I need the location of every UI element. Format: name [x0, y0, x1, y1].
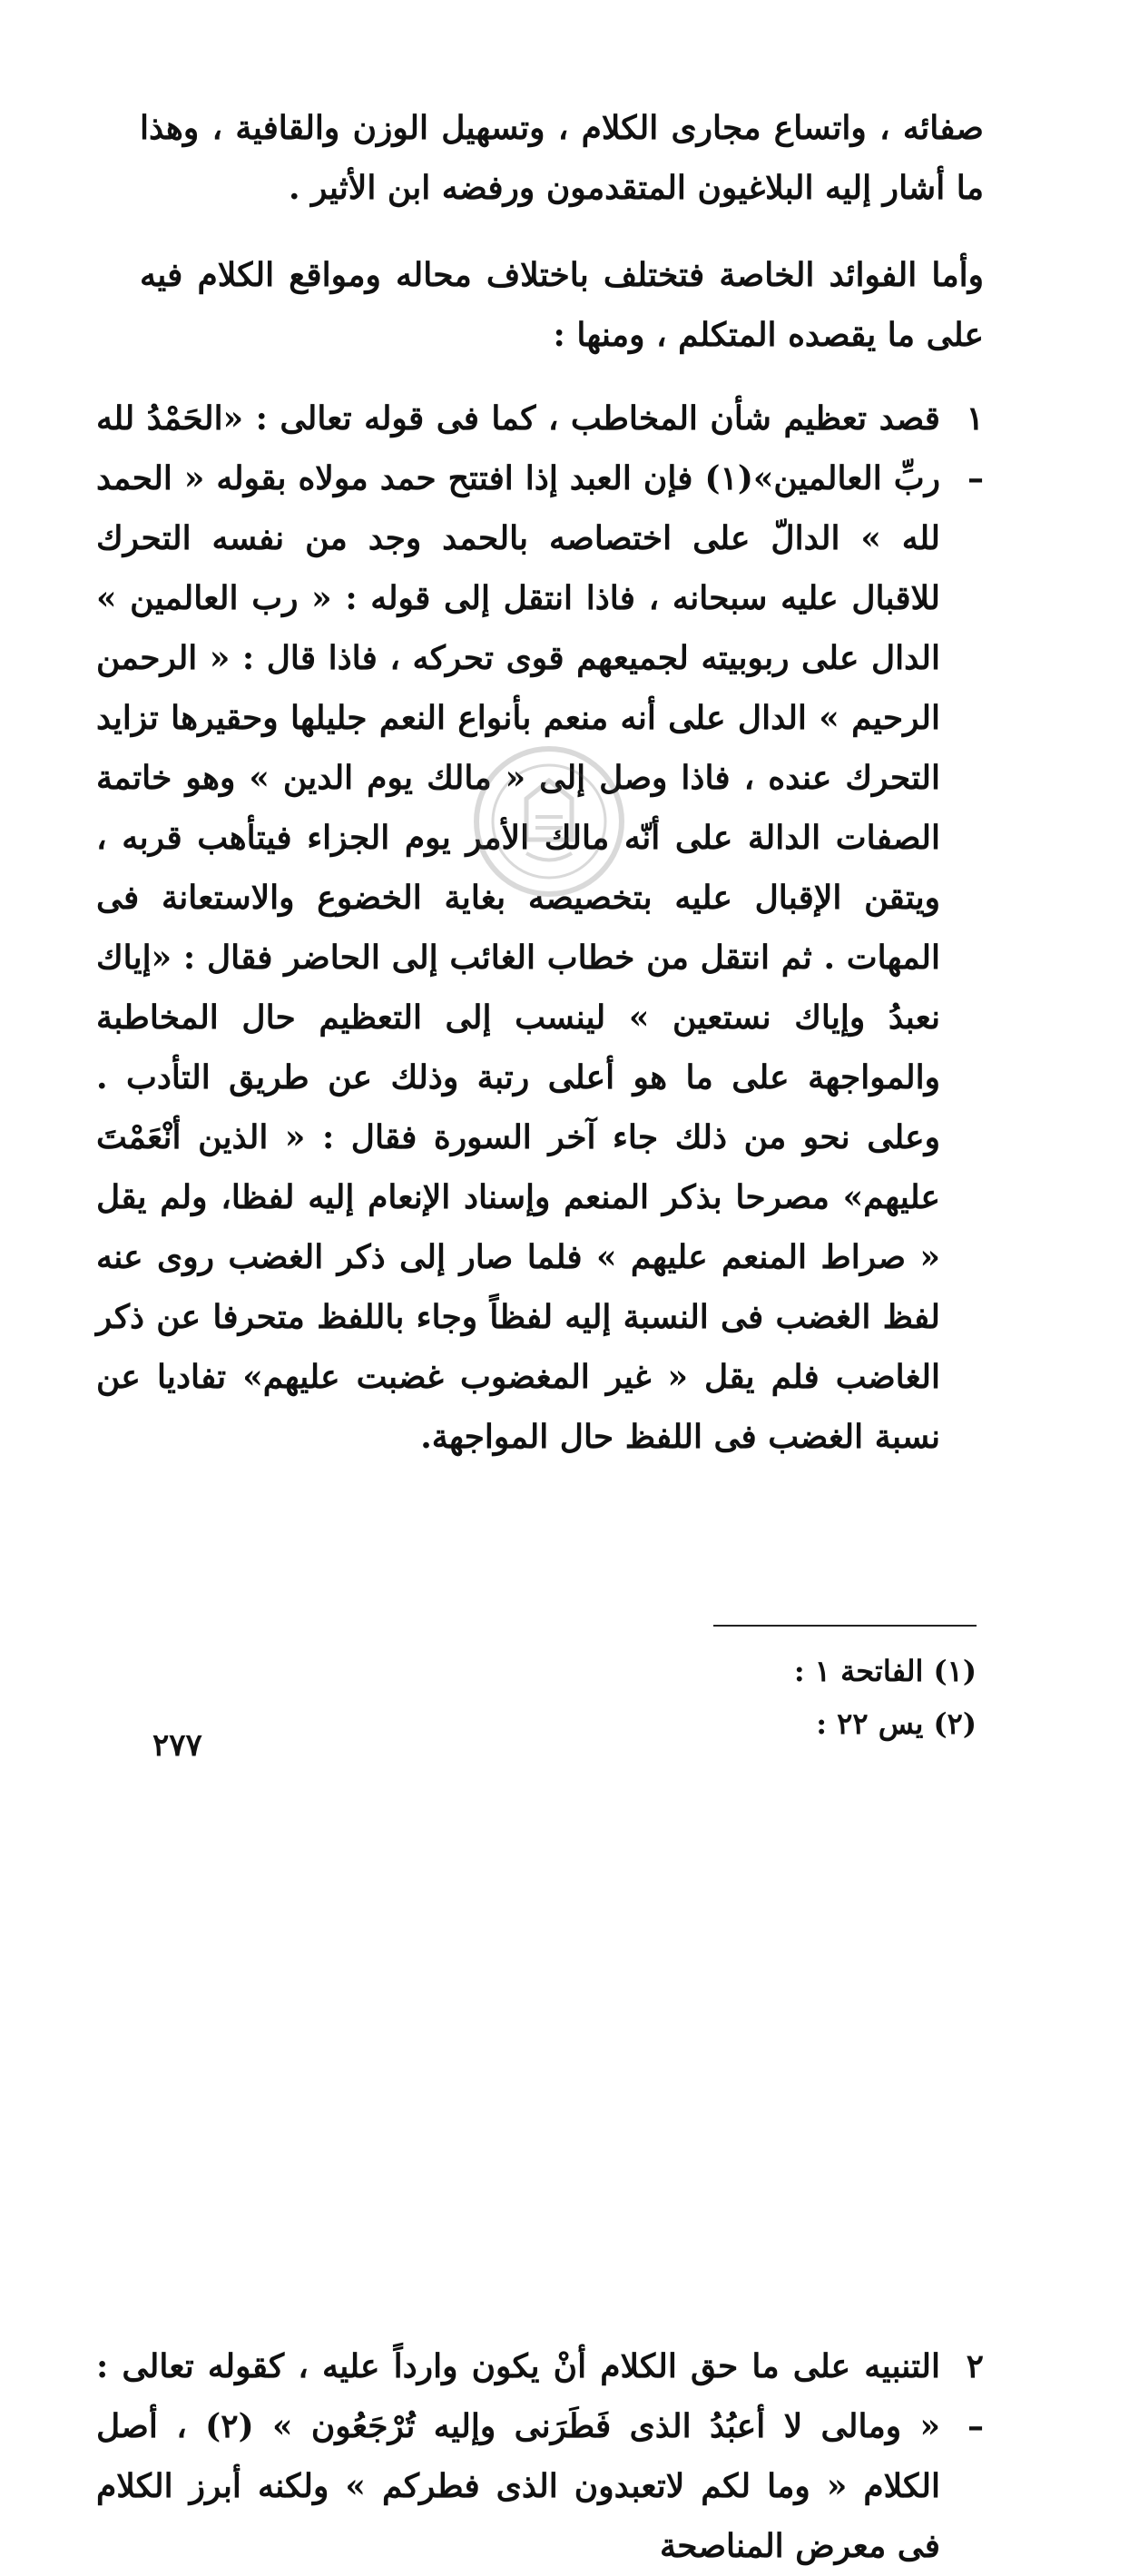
footnote-2: (٢) يس ٢٢ :	[816, 1706, 977, 1741]
item-text: قصد تعظيم شأن المخاطب ، كما فى قوله تعالى : «الحَمْدُ لله ربِّ العالمين»(١) فإن العبد إذا افتتح حمد مولاه بقوله « الحمد لله » الدالّ على اختصاصه بالحمد وجد من نفسه التحرك للاقبال عليه سبحانه ، فاذا انتقل إلى قوله : « رب العالمين » الدال على ربوبيته لجميعهم قوى تحركه ، فاذا قال : « الرحمن الرحيم » الدال على أنه منعم بأنواع النعم جليلها وحقيرها تزايد التحرك عنده ، فاذا وصل إلى « مالك يوم الدين » وهو خاتمة الصفات الدالة على أنّه مالك الأمر يوم الجزاء فيتأهب قربه ، ويتقن الإقبال عليه بتخصيصه بغاية الخضوع والاستعانة فى المهات . ثم انتقل من خطاب الغائب إلى الحاضر فقال : «إياك نعبدُ وإياك نستعين » لينسب إلى التعظيم حال المخاطبة والمواجهة على ما هو أعلى رتبة وذلك عن طريق التأدب . وعلى نحو من ذلك جاء آخر السورة فقال : « الذين أنْعَمْتَ عليهم» مصرحا بذكر المنعم وإسناد الإنعام إليه لفظا، ولم يقل « صراط المنعم عليهم » فلما صار إلى ذكر الغضب روى عنه لفظ الغضب فى النسبة إليه لفظاً وجاء باللفظ متحرفا عن ذكر الغاضب فلم يقل « غير المغضوب غضبت عليهم» تفاديا عن نسبة الغضب فى اللفظ حال المواجهة.	[96, 399, 941, 1456]
intro-text: صفائه ، واتساع مجارى الكلام ، وتسهيل الوزن والقافية ، وهذا ما أشار إليه البلاغيون المتقدمون ورفضه ابن الأثير .	[140, 109, 984, 207]
item-number: ١ –	[966, 399, 984, 497]
item-text: التنبيه على ما حق الكلام أنْ يكون وارداً عليه ، كقوله تعالى : « ومالى لا أعبُدُ الذى فَطَرَنى وإليه تُرْجَعُون » (٢) ، أصل الكلام « وما لكم لاتعبدون الذى فطركم » ولكنه أبرز الكلام فى معرض المناصحة	[96, 2347, 940, 2565]
numbered-item-1	[96, 388, 984, 1467]
special-benefits-paragraph	[140, 245, 984, 365]
item-number: ٢ –	[966, 2347, 984, 2445]
intro-paragraph	[140, 98, 984, 218]
footnote-1: (١) الفاتحة ١ :	[793, 1654, 977, 1688]
special-benefits-text: وأما الفوائد الخاصة فتختلف باختلاف محاله ومواقع الكلام فيه على ما يقصده المتكلم ، ومنها :	[140, 256, 984, 354]
footnotes	[523, 1645, 977, 1750]
footnote-divider	[713, 1625, 977, 1627]
page-number: ٢٧٧	[152, 1727, 202, 1764]
numbered-item-2	[96, 2336, 984, 2576]
